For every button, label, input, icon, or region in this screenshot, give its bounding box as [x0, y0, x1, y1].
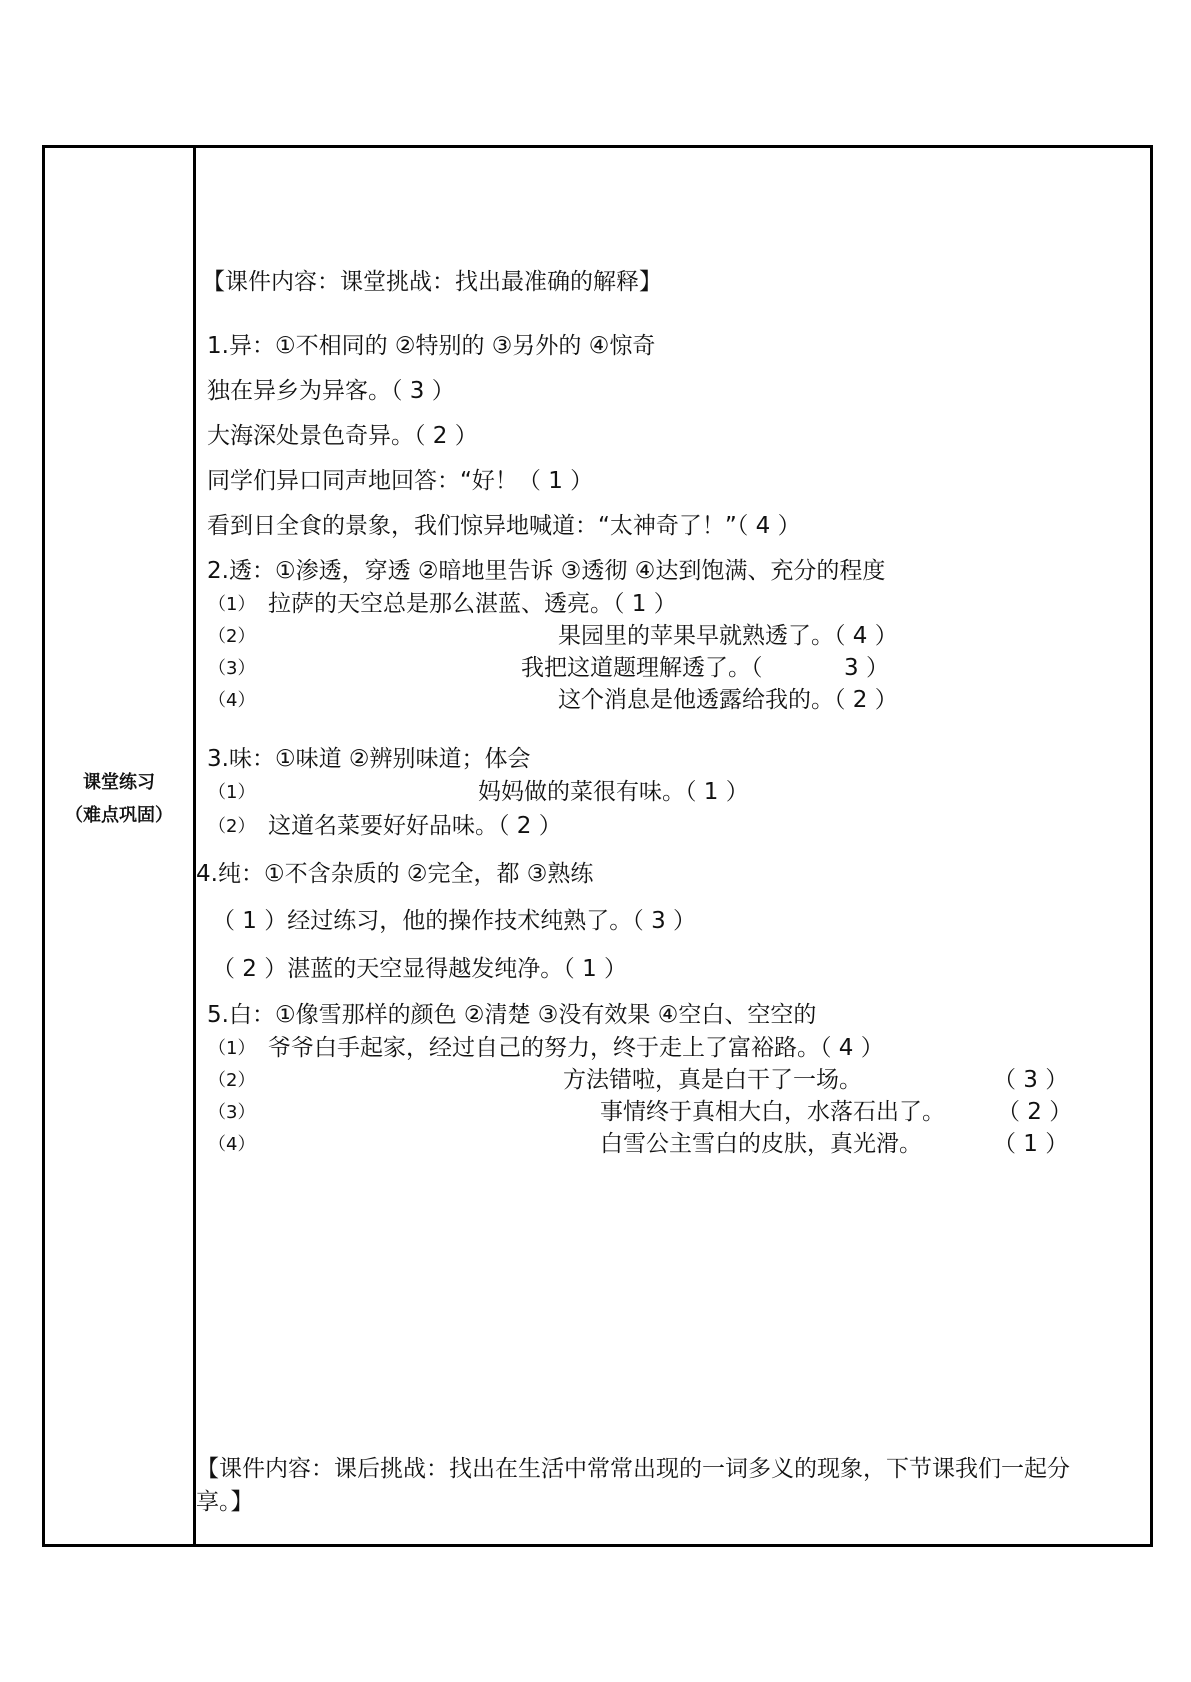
q2-number-1: （1）	[208, 594, 256, 615]
q2-number-4: （4）	[208, 690, 256, 711]
q5-number-3: （3）	[208, 1102, 256, 1123]
section-label	[45, 766, 193, 832]
q5-sentence-3: 事情终于真相大白，水落石出了。	[600, 1099, 945, 1125]
q1-sentence-2: 大海深处景色奇异。（ 2 ）	[207, 423, 478, 449]
q4-title: 4.纯：①不含杂质的 ②完全，都 ③熟练	[196, 861, 594, 887]
q5-sentence-1: 爷爷白手起家，经过自己的努力，终于走上了富裕路。（ 4 ）	[268, 1035, 884, 1061]
q3-sentence-1: 妈妈做的菜很有味。（ 1 ）	[478, 779, 749, 805]
column-divider	[193, 148, 196, 1544]
q3-number-2: （2）	[208, 816, 256, 837]
q2-sentence-3: 我把这道题理解透了。（	[521, 655, 763, 681]
q4-sentence-2: （ 2 ）湛蓝的天空显得越发纯净。（ 1 ）	[212, 956, 628, 982]
q1-sentence-1: 独在异乡为异客。（ 3 ）	[207, 378, 455, 404]
q3-title: 3.味：①味道 ②辨别味道；体会	[207, 746, 531, 772]
section-label-line1: 课堂练习	[83, 772, 155, 793]
exercise-heading: 【课件内容：课堂挑战：找出最准确的解释】	[202, 269, 662, 295]
q5-answer-2: （ 3 ）	[993, 1067, 1069, 1093]
q2-sentence-1: 拉萨的天空总是那么湛蓝、透亮。（ 1 ）	[268, 591, 677, 617]
homework-line-2: 享。】	[196, 1489, 254, 1515]
q5-title: 5.白：①像雪那样的颜色 ②清楚 ③没有效果 ④空白、空空的	[207, 1002, 817, 1028]
q2-sentence-4: 这个消息是他透露给我的。（ 2 ）	[558, 687, 898, 713]
q5-answer-3: （ 2 ）	[997, 1099, 1073, 1125]
q5-sentence-4: 白雪公主雪白的皮肤，真光滑。	[600, 1131, 922, 1157]
q1-sentence-4: 看到日全食的景象，我们惊异地喊道：“太神奇了！”（ 4 ）	[207, 513, 801, 539]
q1-title: 1.异：①不相同的 ②特别的 ③另外的 ④惊奇	[207, 333, 656, 359]
section-label-line2: （难点巩固）	[65, 805, 173, 826]
q1-sentence-3: 同学们异口同声地回答：“好！（ 1 ）	[207, 468, 594, 494]
q4-sentence-1: （ 1 ）经过练习，他的操作技术纯熟了。（ 3 ）	[212, 908, 697, 934]
q5-answer-4: （ 1 ）	[993, 1131, 1069, 1157]
q2-number-2: （2）	[208, 626, 256, 647]
q5-number-4: （4）	[208, 1134, 256, 1155]
q2-title: 2.透：①渗透，穿透 ②暗地里告诉 ③透彻 ④达到饱满、充分的程度	[207, 558, 886, 584]
q5-number-1: （1）	[208, 1038, 256, 1059]
q5-sentence-2: 方法错啦，真是白干了一场。	[563, 1067, 862, 1093]
q2-answer-3: 3 ）	[844, 655, 889, 681]
q2-number-3: （3）	[208, 658, 256, 679]
q5-number-2: （2）	[208, 1070, 256, 1091]
q3-number-1: （1）	[208, 782, 256, 803]
q2-sentence-2: 果园里的苹果早就熟透了。（ 4 ）	[558, 623, 898, 649]
homework-line-1: 【课件内容：课后挑战：找出在生活中常常出现的一词多义的现象，下节课我们一起分	[196, 1456, 1070, 1482]
q3-sentence-2: 这道名菜要好好品味。（ 2 ）	[268, 813, 562, 839]
